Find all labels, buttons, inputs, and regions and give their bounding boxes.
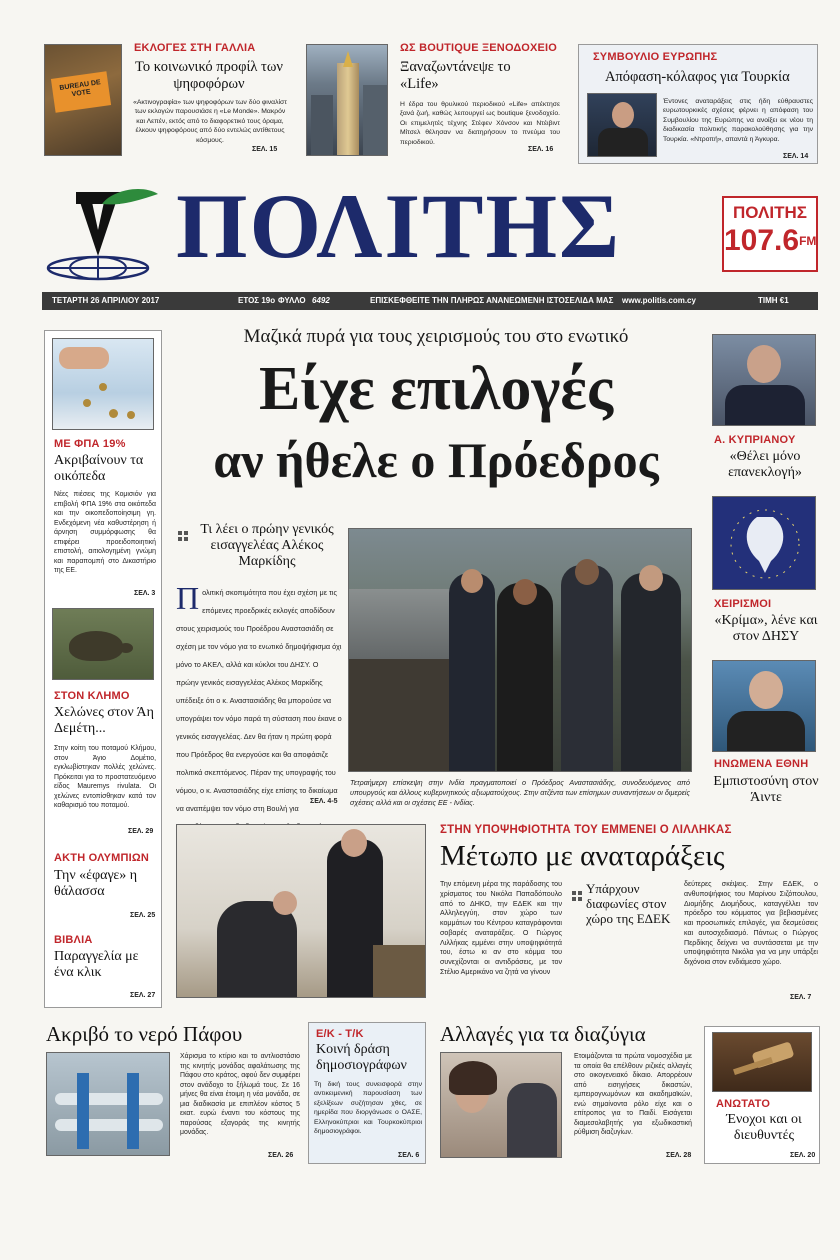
- valve-blue: [77, 1073, 89, 1149]
- face-standing: [341, 829, 367, 857]
- teaser-life[interactable]: [306, 42, 566, 162]
- suit-shape: [598, 128, 648, 157]
- second-body-1: Την επόμενη μέρα της παράδοσης του χρίσματος του Νικόλα Παπαδόπουλο από το ΔΗΚΟ, την ΕΔΕΚ και την Αλληλεγγύη, στον χώρο των κομμάτων του Κέντρου καταγράφονται σοβαρές αναταράξεις. Ο Γιώργος Λιλλήκας εμμένει στην υποψηφιότητά του, έστω κι αν στο κόμμα του συνεχίζονται οι αντιδράσεις, με τον Στέλιο Αμερικάνο να ζητά να γίνουν: [440, 880, 562, 977]
- bottom-headline[interactable]: Ένοχοι και οι διευθυντές: [726, 1112, 802, 1144]
- left-headline[interactable]: Παραγγελία με ένα κλικ: [54, 949, 139, 981]
- page-ref: ΣΕΛ. 20: [790, 1152, 816, 1159]
- person-2: [497, 583, 553, 772]
- turtle-head: [119, 643, 133, 653]
- photo-handshake: [176, 824, 426, 998]
- page-ref: ΣΕΛ. 27: [130, 992, 156, 999]
- left-body: Στην κοίτη του ποταμού Κλήμου, στον Άγιο Δομέτιο, εγκλωβίστηκαν πολλές χελώνες. Πρόκειται για το προστατευόμενο είδος Mauremys rivulata. Οι χελώνες εντοπίσθηκαν κατά τον καθαρισμό του ποταμού.: [54, 745, 156, 810]
- person-bowing: [217, 901, 297, 998]
- page-ref: ΣΕΛ. 26: [268, 1152, 294, 1159]
- left-kicker: ΒΙΒΛΙΑ: [54, 934, 93, 946]
- photo-ballot-box: [44, 44, 122, 156]
- bottom-kicker: ΑΝΩΤΑΤΟ: [716, 1098, 771, 1110]
- date-bar: [42, 292, 818, 310]
- table: [373, 945, 426, 998]
- face-shape: [749, 671, 783, 709]
- bottom-headline[interactable]: Κοινή δράση δημοσιογράφων: [316, 1042, 407, 1074]
- right-headline[interactable]: «Κρίμα», λένε και στον ΔΗΣΥ: [714, 613, 818, 645]
- pipe-1: [55, 1093, 163, 1105]
- page-ref: ΣΕΛ. 15: [252, 146, 278, 153]
- face-3: [575, 559, 599, 585]
- tower-right: [363, 85, 387, 156]
- bottom-body: Τη δική τους συνεισφορά στην αντικειμενική παρουσίαση των εξελίξεων συζήτησαν χθες, σε ημερίδα που διοργάνωσε ο ΟΑΣΕ, Ελληνοκύπριοι και Τουρκοκύπριοι δημοσιογράφοι.: [314, 1081, 422, 1135]
- second-kicker: ΣΤΗΝ ΥΠΟΨΗΦΙΟΤΗΤΑ ΤΟΥ ΕΜΜΕΝΕΙ Ο ΛΙΛΛΗΚΑΣ: [440, 824, 732, 836]
- bottom-headline[interactable]: Αλλαγές για τα διαζύγια: [440, 1022, 646, 1046]
- pipe-2: [55, 1119, 163, 1131]
- lead-overline: Μαζικά πυρά για τους χειρισμούς του στο ενωτικό: [243, 326, 629, 347]
- valve-blue-2: [127, 1073, 139, 1149]
- photo-india-visit: [348, 528, 692, 772]
- teaser-body: «Ακτινογραφία» των ψηφοφόρων των δύο φιναλίστ των εκλογών παρουσιάσε η «Le Monde». Μακρόν και Λεπέν, εκτός από το διαφορετικό τους όραμα, έλκουν ψηφοφόρους από δύο εντελώς αντίθετους κόσμους.: [133, 99, 287, 144]
- radio-fm: FM: [799, 234, 817, 248]
- page-ref: ΣΕΛ. 3: [134, 590, 156, 597]
- photo-kyprianou: [712, 334, 816, 426]
- coin-4: [127, 411, 135, 419]
- photo-turtles: [52, 608, 154, 680]
- square-bullet-icon: [178, 531, 188, 541]
- masthead-logo[interactable]: [42, 186, 160, 282]
- photo-gavel: [712, 1032, 812, 1092]
- coin-1: [99, 383, 107, 391]
- bottom-kicker: Ε/Κ - Τ/Κ: [316, 1028, 364, 1040]
- page-ref: ΣΕΛ. 16: [528, 146, 554, 153]
- second-body-2: δεύτερες σκέψεις. Στην ΕΔΕΚ, ο ανθυποψήφιος του Μαρίνου Σιζόπουλου, Διομήδης Διομήδους, καταγγέλλει τον πρόεδρο του κόμματος για βεβιασμένες και προσωπικές επιλογές, για δεσμεύσεις και αυτοσχεδιασμό. Πάντως ο Γιώργος Περδίκης δείχνει να συντάσσεται με την υποψηφιότητα Νικόλα για να μην υπάρξει διχόνοια στον ενδιάμεσο χώρο.: [684, 880, 818, 967]
- coin-2: [83, 399, 91, 407]
- radio-frequency: [724, 224, 816, 258]
- ballot-sign: [51, 71, 111, 112]
- bullet-icon: [572, 888, 582, 898]
- photo-skyscraper: [306, 44, 388, 156]
- page-ref: ΣΕΛ. 29: [128, 828, 154, 835]
- left-kicker: ΣΤΟΝ ΚΛΗΜΟ: [54, 690, 130, 702]
- page-ref: ΣΕΛ. 14: [783, 153, 809, 160]
- teaser-headline[interactable]: Απόφαση-κόλαφος για Τουρκία: [605, 69, 790, 85]
- person-4: [621, 573, 681, 772]
- suit-shape: [725, 385, 805, 426]
- face-bowing: [273, 891, 297, 915]
- visit-text: ΕΠΙΣΚΕΦΘΕΙΤΕ ΤΗΝ ΠΛΗΡΩΣ ΑΝΑΝΕΩΜΕΝΗ ΙΣΤΟΣΕΛΙΔΑ ΜΑΣ: [370, 296, 614, 305]
- right-kicker: Α. ΚΥΠΡΙΑΝΟΥ: [714, 434, 796, 446]
- second-bullet: Υπάρχουν διαφωνίες στον χώρο της ΕΔΕΚ: [586, 881, 671, 926]
- bottom-body: Χάρισμα το κτίριο και το αντλιοστάσιο της κινητής μονάδας αφαλάτωσης της Πάφου στο κράτος, αφού δεν συμφέρει στον ανάδοχο το ξήλωμά τους. Σε 16 μήνες θα είναι έτοιμη η νέα μονάδα, σε μια διαδικασία με επιπλέον κόστος 5 εκατ. ευρώ έναντι του κόστους της παρούσας εξαγοράς της κινητής μονάδας.: [180, 1053, 300, 1137]
- radio-badge[interactable]: [722, 196, 818, 272]
- radio-name: ΠΟΛΙΤΗΣ: [733, 203, 807, 222]
- teaser-kicker: ΕΚΛΟΓΕΣ ΣΤΗ ΓΑΛΛΙΑ: [134, 42, 256, 54]
- radio-freq: 107.6: [724, 224, 800, 257]
- left-headline[interactable]: Χελώνες στον Άη Δεμέτη...: [54, 705, 154, 737]
- lead-headline-line2[interactable]: αν ήθελε ο Πρόεδρος: [213, 432, 659, 488]
- angel-emblem-icon: [713, 497, 816, 590]
- issue-date: ΤΕΤΑΡΤΗ 26 ΑΠΡΙΛΙΟΥ 2017: [52, 296, 160, 305]
- face-shape: [612, 102, 634, 128]
- page-ref: ΣΕΛ. 28: [666, 1152, 692, 1159]
- suit-shape: [727, 711, 805, 752]
- left-headline[interactable]: Την «έφαγε» η θάλασσα: [54, 868, 138, 900]
- hand-shape: [59, 347, 109, 369]
- face-shape: [747, 345, 781, 383]
- page-ref: ΣΕΛ. 6: [398, 1152, 420, 1159]
- turtle-shell: [69, 631, 123, 661]
- lead-headline-line1[interactable]: Είχε επιλογές: [259, 355, 613, 423]
- photo-coins: [52, 338, 154, 430]
- bottom-body: Ετοιμάζονται τα πρώτα νομοσχέδια με τα οποία θα επέλθουν ριζικές αλλαγές στο οικογενειακό δίκαιο. Απορρέουν από εισηγήσεις δικαστών, εμπειρογνωμόνων και ακαδημαϊκών, ενώ σημαίνοντα ρόλο είχε και ο επίτροπος για το Παιδί. Εισάγεται διαμεσολαβητής για εξωδικαστική ρύθμιση διαζυγίων.: [574, 1053, 692, 1137]
- right-kicker: ΧΕΙΡΙΣΜΟΙ: [714, 598, 772, 610]
- teaser-kicker: ΩΣ BOUTIQUE ΞΕΝΟΔΟΧΕΙΟ: [400, 42, 558, 54]
- lead-body: ολιτική σκοπιμότητα που έχει σχέση με τις επόμενες προεδρικές εκλογές αποδίδουν στους χειρισμούς του Προέδρου Αναστασιάδη σε σχέση με τον νόμο για το ενωτικό δημοψήφισμα όχι μόνο το ΑΚΕΛ, αλλά και κύκλοι του ΔΗΣΥ. Ο πρώην γενικός εισαγγελέας Αλέκος Μαρκίδης υπέδειξε ότι ο κ. Αναστασιάδης θα μπορούσε να υπογράψει τον νόμο παρά τη σύσταση που έκανε ο γενικός εισαγγελέας. Δεν θα ήταν η πρώτη φορά που Πρόεδρος θα ενεργούσε και θα αποφάσιζε πολιτικά σκεπτόμενος. Πέραν της υπογραφής του νόμου, ο κ. Αναστασιάδης είχε επίσης το δικαίωμα να αναπέμψει τον νόμο στη Βουλή για: [176, 588, 342, 813]
- photo-divorce: [440, 1052, 562, 1158]
- left-body: Νέες πιέσεις της Κομισιόν για επιβολή ΦΠΑ 19% στα οικόπεδα και την οικοπεδοποίησιμη γη. Ενδεχόμενη νέα καθυστέρηση ή άρνηση συμμόρφωσης θα επιφέρει προειδοποιητική επιστολή, αιτιολογημένη γνώμη και παραπομπή στο Δικαστήριο της ΕΕ.: [54, 491, 156, 575]
- price: ΤΙΜΗ €1: [758, 296, 789, 305]
- lead-subhead: Τι λέει ο πρώην γενικός εισαγγελέας Αλέκος Μαρκίδης: [200, 522, 334, 570]
- ballot-sign-text: BUREAU DE VOTE: [58, 79, 102, 98]
- left-headline[interactable]: Ακριβαίνουν τα οικόπεδα: [54, 453, 144, 485]
- teaser-france[interactable]: [44, 42, 294, 162]
- right-headline[interactable]: «Θέλει μόνο επανεκλογή»: [728, 449, 802, 481]
- page-ref: ΣΕΛ. 4-5: [310, 798, 338, 805]
- page-ref: ΣΕΛ. 25: [130, 912, 156, 919]
- person-3: [561, 565, 613, 772]
- right-headline[interactable]: Εμπιστοσύνη στον Άιντε: [713, 774, 819, 806]
- photo-caption: Τετραήμερη επίσκεψη στην Ινδία πραγματοποιεί ο Πρόεδρος Αναστασιάδης, συνοδευόμενος από υπουργούς και άλλους κυβερνητικούς αξιωματούχους. Στην ατζέντα των επίσημων συναντήσεων οι διμερείς σχέσεις αλλά και οι σχέσεις ΕΕ - Ινδίας.: [350, 778, 690, 807]
- photo-desalination: [46, 1052, 170, 1156]
- left-kicker: ΜΕ ΦΠΑ 19%: [54, 438, 126, 450]
- site-url[interactable]: www.politis.com.cy: [622, 296, 696, 305]
- bottom-headline[interactable]: Ακριβό το νερό Πάφου: [46, 1022, 243, 1046]
- teaser-body: Η έδρα του θρυλικού περιοδικού «Life» απέκτησε ξανά ζωή, καθώς λειτουργεί ως boutique ξενοδοχείο. Οι επιμελητές τέχνης Στέφεν Χόνσον και Ντέιβιντ Μίτσελ θέλησαν να διατηρήσουν το πνεύμα του περιοδικού.: [400, 101, 560, 146]
- photo-disy-logo: [712, 496, 816, 590]
- face-4: [639, 565, 663, 591]
- teaser-body: Έντονες αναταράξεις στις ήδη εύθραυστες ευρωτουρκικές σχέσεις φέρνει η απόφαση του Συμβουλίου της Ευρώπης να ανοίξει εκ νέου τη διαδικασία πολιτικής παρακολούθησης για την Τουρκία. «Ντροπή», απαντά η Άγκυρα.: [663, 98, 813, 143]
- tower-left: [311, 95, 333, 156]
- teaser-turkey[interactable]: [578, 44, 818, 164]
- pen-globe-icon: [42, 186, 160, 282]
- page-ref: ΣΕΛ. 7: [790, 994, 812, 1001]
- issue-number: 6492: [312, 296, 330, 305]
- drop-cap: Π: [176, 580, 200, 616]
- teaser-headline[interactable]: Ξαναζωντάνεψε το «Life»: [400, 59, 511, 92]
- left-kicker: ΑΚΤΗ ΟΛΥΜΠΙΩΝ: [54, 852, 150, 864]
- tower-spire: [343, 51, 353, 67]
- right-kicker: ΗΝΩΜΕΝΑ ΕΘΝΗ: [714, 758, 809, 770]
- man-shape: [507, 1083, 557, 1158]
- bullet-icon: [178, 528, 188, 538]
- issue-year: ΕΤΟΣ 19ο: [238, 296, 276, 305]
- issue-label: ΦΥΛΛΟ: [278, 296, 306, 305]
- second-headline[interactable]: Μέτωπο με αναταράξεις: [440, 840, 725, 872]
- face-2: [513, 579, 537, 605]
- face-1: [461, 569, 483, 593]
- coin-3: [109, 409, 118, 418]
- person-1: [449, 573, 495, 772]
- teaser-kicker: ΣΥΜΒΟΥΛΙΟ ΕΥΡΩΠΗΣ: [593, 51, 718, 63]
- photo-guterres: [712, 660, 816, 752]
- photo-erdogan: [587, 93, 657, 157]
- square-bullet-icon: [572, 891, 582, 901]
- tower-shape: [337, 63, 359, 156]
- hair-woman: [449, 1061, 497, 1095]
- teaser-headline[interactable]: Το κοινωνικό προφίλ των ψηφοφόρων: [135, 59, 283, 92]
- masthead-title[interactable]: ΠΟΛΙΤΗΣ: [176, 175, 622, 277]
